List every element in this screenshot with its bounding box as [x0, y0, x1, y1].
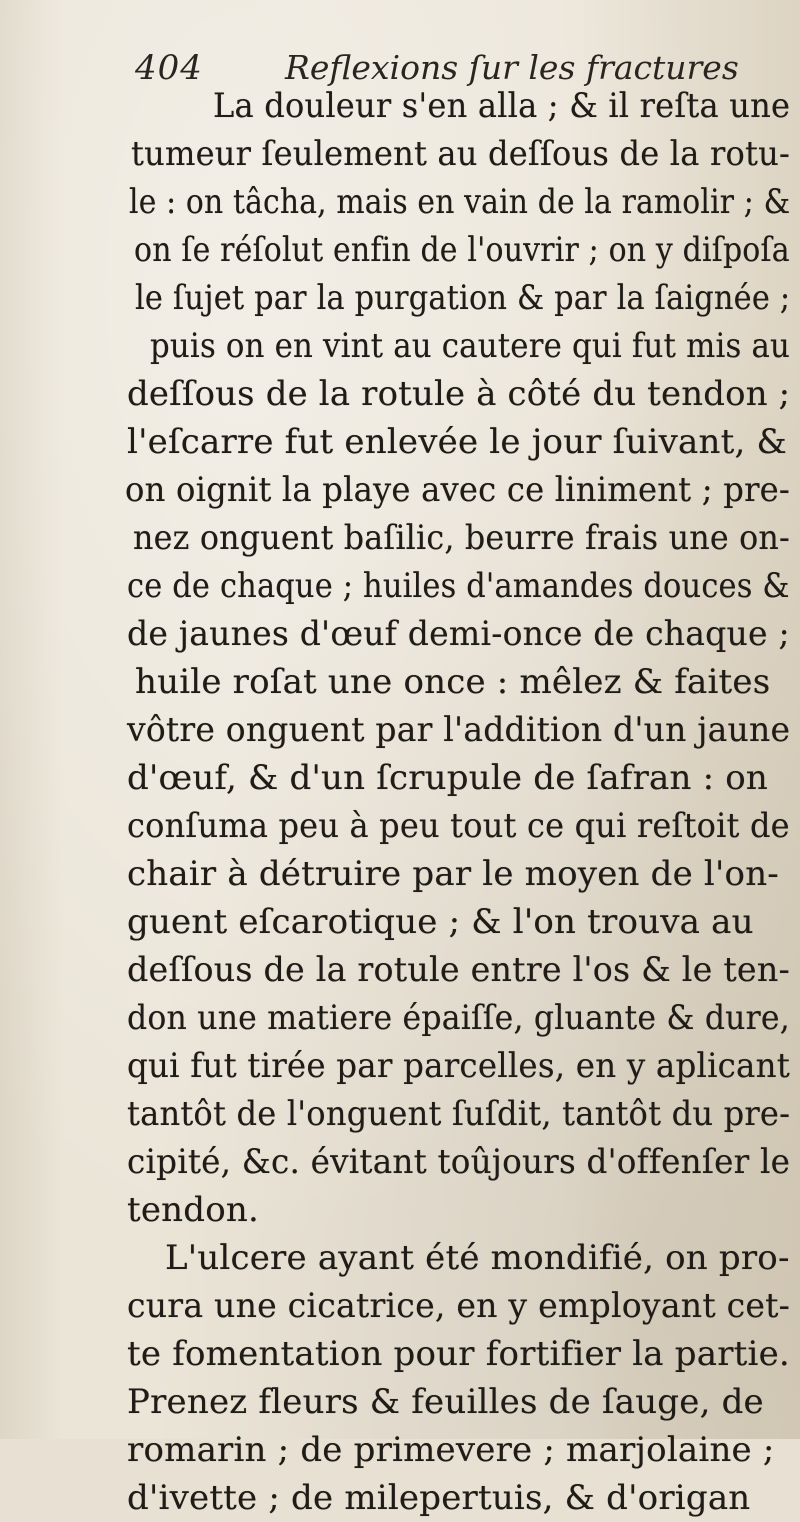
text-line: huile roſat une once : mêlez & faites: [135, 662, 771, 702]
text-line: vôtre onguent par l'addition d'un jaune: [127, 710, 791, 750]
text-line: qui fut tirée par parcelles, en y aplicant: [127, 1046, 791, 1086]
text-line: tantôt de l'onguent ſuſdit, tantôt du pre-: [127, 1094, 791, 1134]
text-line: La douleur s'en alla ; & il reſta une: [213, 86, 791, 126]
text-line: L'ulcere ayant été mondifié, on pro-: [165, 1238, 790, 1278]
text-line: ce de chaque ; huiles d'amandes douces &: [127, 566, 790, 606]
text-line: on oignit la playe avec ce liniment ; pre-: [125, 470, 791, 510]
text-line: don une matiere épaiſſe, gluante & dure,: [127, 998, 790, 1038]
text-line: nez onguent baſilic, beurre frais une on-: [133, 518, 790, 558]
running-title: Reflexions ſur les fractures: [285, 48, 739, 87]
text-line: d'ivette ; de milepertuis, & d'origan: [127, 1478, 751, 1518]
text-line: te fomentation pour fortifier la partie.: [127, 1334, 790, 1374]
text-line: guent eſcarotique ; & l'on trouva au: [127, 902, 754, 942]
text-line: d'œuf, & d'un ſcrupule de ſafran : on: [127, 758, 769, 798]
text-line: chair à détruire par le moyen de l'on-: [127, 854, 779, 894]
text-line: de jaunes d'œuf demi-once de chaque ;: [127, 614, 790, 654]
text-line: cura une cicatrice, en y employant cet-: [127, 1286, 791, 1326]
text-line: deſſous de la rotule à côté du tendon ;: [127, 374, 791, 414]
text-line: Prenez fleurs & feuilles de ſauge, de: [127, 1382, 764, 1422]
text-line: le : on tâcha, mais en vain de la ramolir ; &: [129, 182, 791, 222]
text-line: cipité, &c. évitant toûjours d'offenſer le: [127, 1142, 791, 1182]
text-line: tumeur ſeulement au deſſous de la rotu-: [131, 134, 790, 174]
text-line: romarin ; de primevere ; marjolaine ;: [127, 1430, 775, 1470]
text-line: puis on en vint au cautere qui fut mis au: [150, 326, 791, 366]
text-line: l'eſcarre fut enlevée le jour ſuivant, &: [127, 422, 787, 462]
text-line: conſuma peu à peu tout ce qui reſtoit de: [127, 806, 790, 846]
text-line: le ſujet par la purgation & par la ſaignée ;: [135, 278, 791, 318]
text-line: tendon.: [127, 1190, 260, 1230]
text-line: deſſous de la rotule entre l'os & le ten-: [127, 950, 790, 990]
text-line: on ſe réſolut enfin de l'ouvrir ; on y diſpoſa: [134, 230, 790, 270]
page-number: 404: [135, 48, 203, 88]
